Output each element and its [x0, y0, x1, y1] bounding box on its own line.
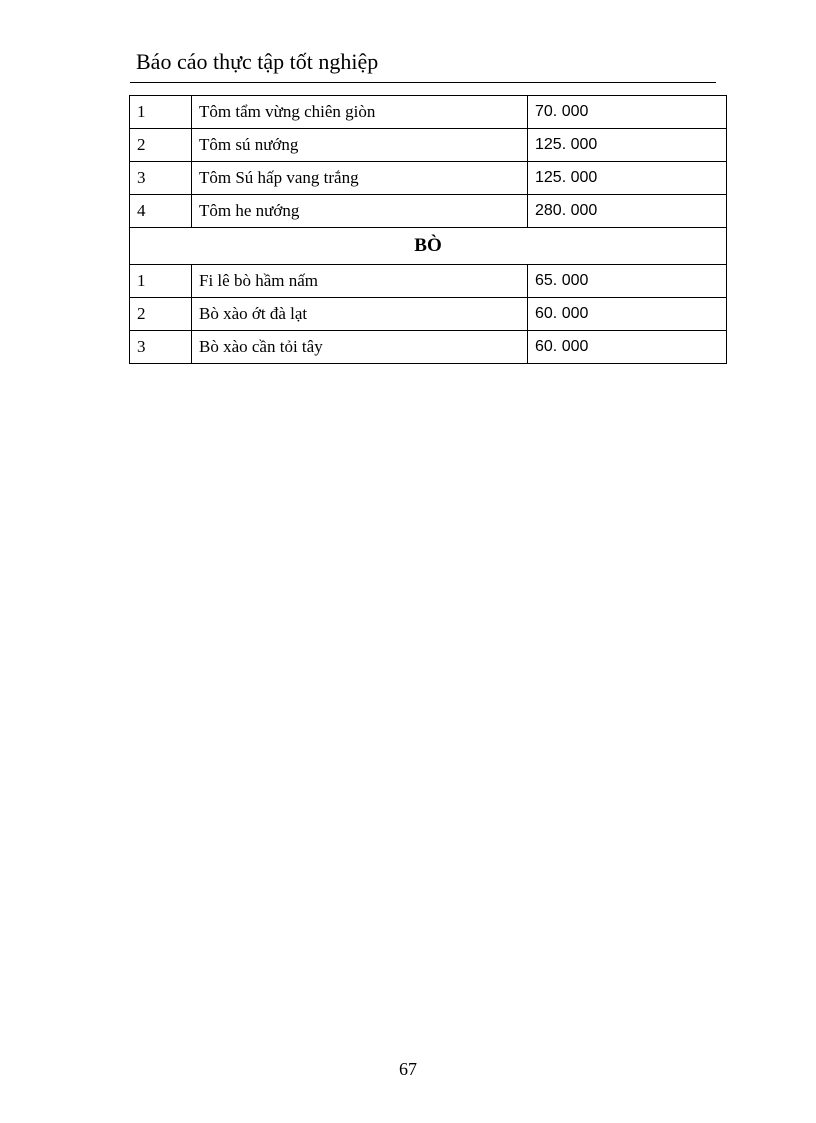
- menu-price-table: [129, 95, 727, 364]
- row-number: 1: [130, 265, 192, 298]
- table-row: [130, 129, 727, 162]
- dish-price: 60. 000: [528, 298, 727, 331]
- dish-name: Bò xào ớt đà lạt: [192, 298, 528, 331]
- table-row: [130, 265, 727, 298]
- dish-price: 70. 000: [528, 96, 727, 129]
- table-row: [130, 195, 727, 228]
- dish-name: Fi lê bò hầm nấm: [192, 265, 528, 298]
- table-row: [130, 96, 727, 129]
- dish-price: 60. 000: [528, 331, 727, 364]
- table-row: [130, 298, 727, 331]
- dish-price: 125. 000: [528, 129, 727, 162]
- dish-price: 280. 000: [528, 195, 727, 228]
- dish-price: 125. 000: [528, 162, 727, 195]
- table-row: [130, 162, 727, 195]
- dish-name: Tôm Sú hấp vang trắng: [192, 162, 528, 195]
- document-header-title: Báo cáo thực tập tốt nghiệp: [136, 49, 379, 74]
- section-heading: BÒ: [130, 228, 727, 265]
- page-number: 67: [399, 1059, 417, 1079]
- row-number: 3: [130, 162, 192, 195]
- row-number: 2: [130, 129, 192, 162]
- dish-name: Tôm he nướng: [192, 195, 528, 228]
- row-number: 2: [130, 298, 192, 331]
- dish-name: Bò xào cần tỏi tây: [192, 331, 528, 364]
- row-number: 1: [130, 96, 192, 129]
- dish-name: Tôm tẩm vừng chiên giòn: [192, 96, 528, 129]
- row-number: 3: [130, 331, 192, 364]
- table-row: [130, 331, 727, 364]
- dish-price: 65. 000: [528, 265, 727, 298]
- row-number: 4: [130, 195, 192, 228]
- dish-name: Tôm sú nướng: [192, 129, 528, 162]
- section-row: [130, 228, 727, 265]
- header-divider: [130, 82, 716, 83]
